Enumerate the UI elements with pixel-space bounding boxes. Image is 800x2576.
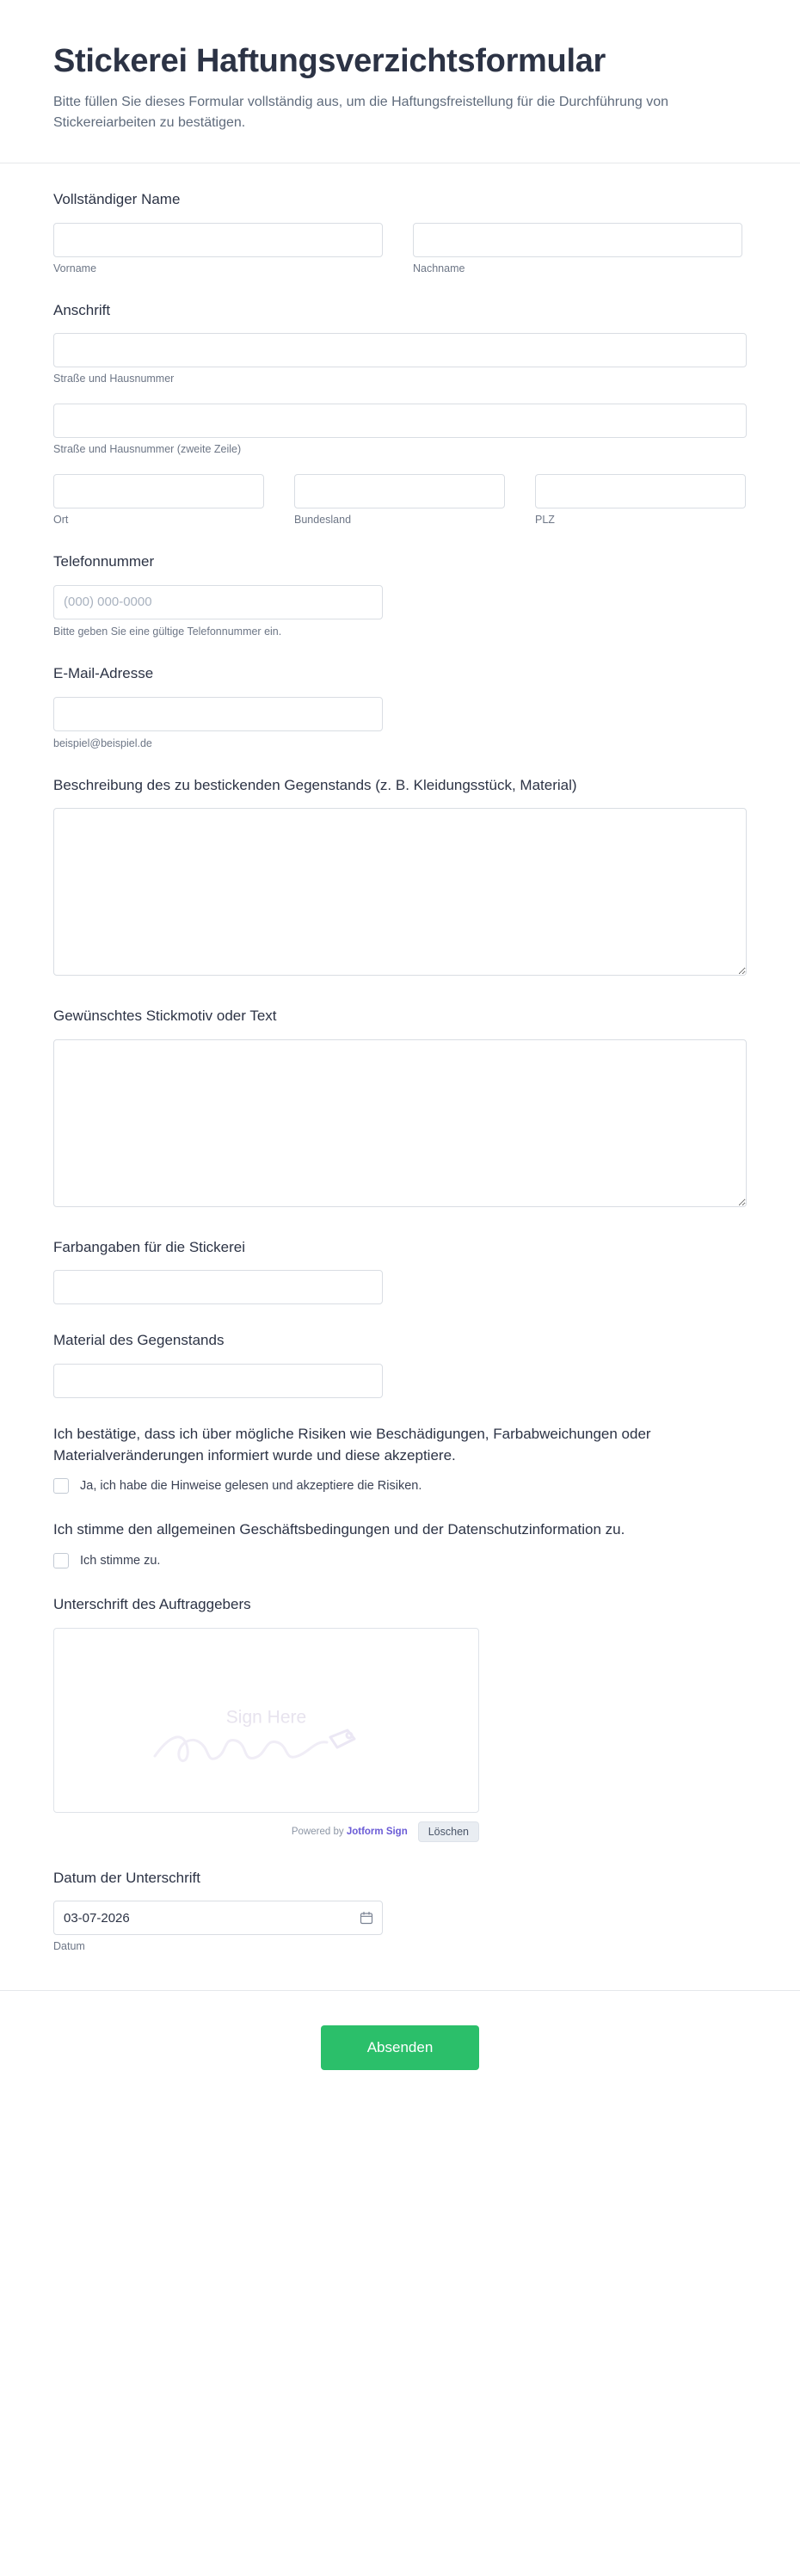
- street-address-input[interactable]: [53, 333, 747, 367]
- zip-col: [535, 474, 746, 526]
- phone-label: Telefonnummer: [53, 553, 155, 570]
- email-hint: beispiel@beispiel.de: [53, 736, 152, 749]
- colors-input[interactable]: [53, 1270, 383, 1304]
- material-col: [53, 1364, 383, 1398]
- email-input[interactable]: [53, 697, 383, 731]
- field-address: [53, 274, 747, 527]
- full-name-row: [53, 223, 747, 274]
- signature-footer: [53, 1821, 479, 1842]
- field-colors: [53, 1211, 747, 1305]
- address-label: Anschrift: [53, 301, 111, 318]
- phone-input[interactable]: [53, 585, 383, 619]
- city-sublabel: Ort: [53, 514, 69, 527]
- zip-input[interactable]: [535, 474, 746, 508]
- item-description-textarea[interactable]: [53, 808, 747, 976]
- signature-date-label: Datum der Unterschrift: [53, 1869, 200, 1886]
- form-header: [0, 0, 800, 163]
- form-footer: [0, 1990, 800, 2120]
- field-material: [53, 1304, 747, 1398]
- colors-label: Farbangaben für die Stickerei: [53, 1238, 246, 1255]
- city-state-zip-row: [53, 474, 747, 526]
- colors-col: [53, 1270, 383, 1304]
- terms-checkbox-label: Ich stimme zu.: [80, 1554, 161, 1568]
- state-sublabel: Bundesland: [294, 514, 352, 527]
- field-item-description: [53, 749, 747, 981]
- email-col: [53, 697, 383, 749]
- page-title: Stickerei Haftungsverzichtsformular: [53, 43, 606, 79]
- motif-label: Gewünschtes Stickmotiv oder Text: [53, 1008, 277, 1025]
- street-address-line2-input[interactable]: [53, 404, 747, 438]
- signature-canvas[interactable]: [53, 1628, 479, 1813]
- submit-button[interactable]: Absenden: [321, 2025, 480, 2070]
- email-label: E-Mail-Adresse: [53, 664, 154, 681]
- first-name-sublabel: Vorname: [53, 262, 97, 274]
- terms-checkbox-row[interactable]: [53, 1553, 747, 1568]
- field-signature-date: [53, 1842, 747, 1953]
- zip-sublabel: PLZ: [535, 514, 555, 527]
- clear-signature-button[interactable]: Löschen: [418, 1821, 479, 1842]
- powered-by-brand: Jotform Sign: [346, 1826, 408, 1837]
- terms-label: Ich stimme den allgemeinen Geschäftsbedingungen und der Datenschutzinformation zu.: [53, 1521, 625, 1538]
- signature-scribble-icon: [146, 1723, 387, 1775]
- field-motif: [53, 980, 747, 1211]
- phone-hint: Bitte geben Sie eine gültige Telefonnummer ein.: [53, 625, 282, 638]
- street2-col: [53, 404, 747, 455]
- powered-by-prefix: Powered by: [291, 1826, 344, 1837]
- signature-label: Unterschrift des Auftraggebers: [53, 1596, 251, 1613]
- signature-placeholder: Sign Here: [225, 1707, 307, 1728]
- bottom-spacer: [0, 2120, 800, 2576]
- street-col: [53, 333, 747, 385]
- field-signature: [53, 1568, 747, 1842]
- last-name-col: [413, 223, 742, 274]
- last-name-input[interactable]: [413, 223, 742, 257]
- street-address-line2-sublabel: Straße und Hausnummer (zweite Zeile): [53, 443, 242, 456]
- risk-ack-checkbox-row[interactable]: [53, 1478, 747, 1494]
- signature-date-sublabel: Datum: [53, 1940, 85, 1953]
- field-risk-acknowledgement: [53, 1398, 747, 1494]
- terms-checkbox[interactable]: [53, 1553, 69, 1568]
- street-address-sublabel: Straße und Hausnummer: [53, 373, 175, 385]
- risk-ack-checkbox-label: Ja, ich habe die Hinweise gelesen und akzeptiere die Risiken.: [80, 1479, 422, 1494]
- state-input[interactable]: [294, 474, 505, 508]
- field-terms: [53, 1494, 747, 1568]
- last-name-sublabel: Nachname: [413, 262, 465, 274]
- field-phone: [53, 526, 747, 638]
- city-col: [53, 474, 264, 526]
- page-subtitle: Bitte füllen Sie dieses Formular vollständig aus, um die Haftungsfreistellung für die Durchführung von Stickereiarbeiten zu bestätigen.: [53, 95, 669, 130]
- phone-col: [53, 585, 383, 638]
- material-label: Material des Gegenstands: [53, 1332, 225, 1349]
- powered-by-text: [292, 1827, 408, 1837]
- first-name-input[interactable]: [53, 223, 383, 257]
- form-body: [0, 163, 800, 1952]
- motif-textarea[interactable]: [53, 1039, 747, 1207]
- field-email: [53, 638, 747, 749]
- material-input[interactable]: [53, 1364, 383, 1398]
- signature-date-wrap: [53, 1901, 383, 1935]
- field-full-name: [53, 163, 747, 274]
- risk-ack-label: Ich bestätige, dass ich über mögliche Risiken wie Beschädigungen, Farbabweichungen oder Materialveränderungen informiert wurde und diese akzeptiere.: [53, 1426, 651, 1464]
- first-name-col: [53, 223, 383, 274]
- state-col: [294, 474, 505, 526]
- full-name-label: Vollständiger Name: [53, 191, 181, 207]
- item-description-label: Beschreibung des zu bestickenden Gegenstands (z. B. Kleidungsstück, Material): [53, 776, 577, 793]
- city-input[interactable]: [53, 474, 264, 508]
- signature-date-input[interactable]: [53, 1901, 383, 1935]
- risk-ack-checkbox[interactable]: [53, 1478, 69, 1494]
